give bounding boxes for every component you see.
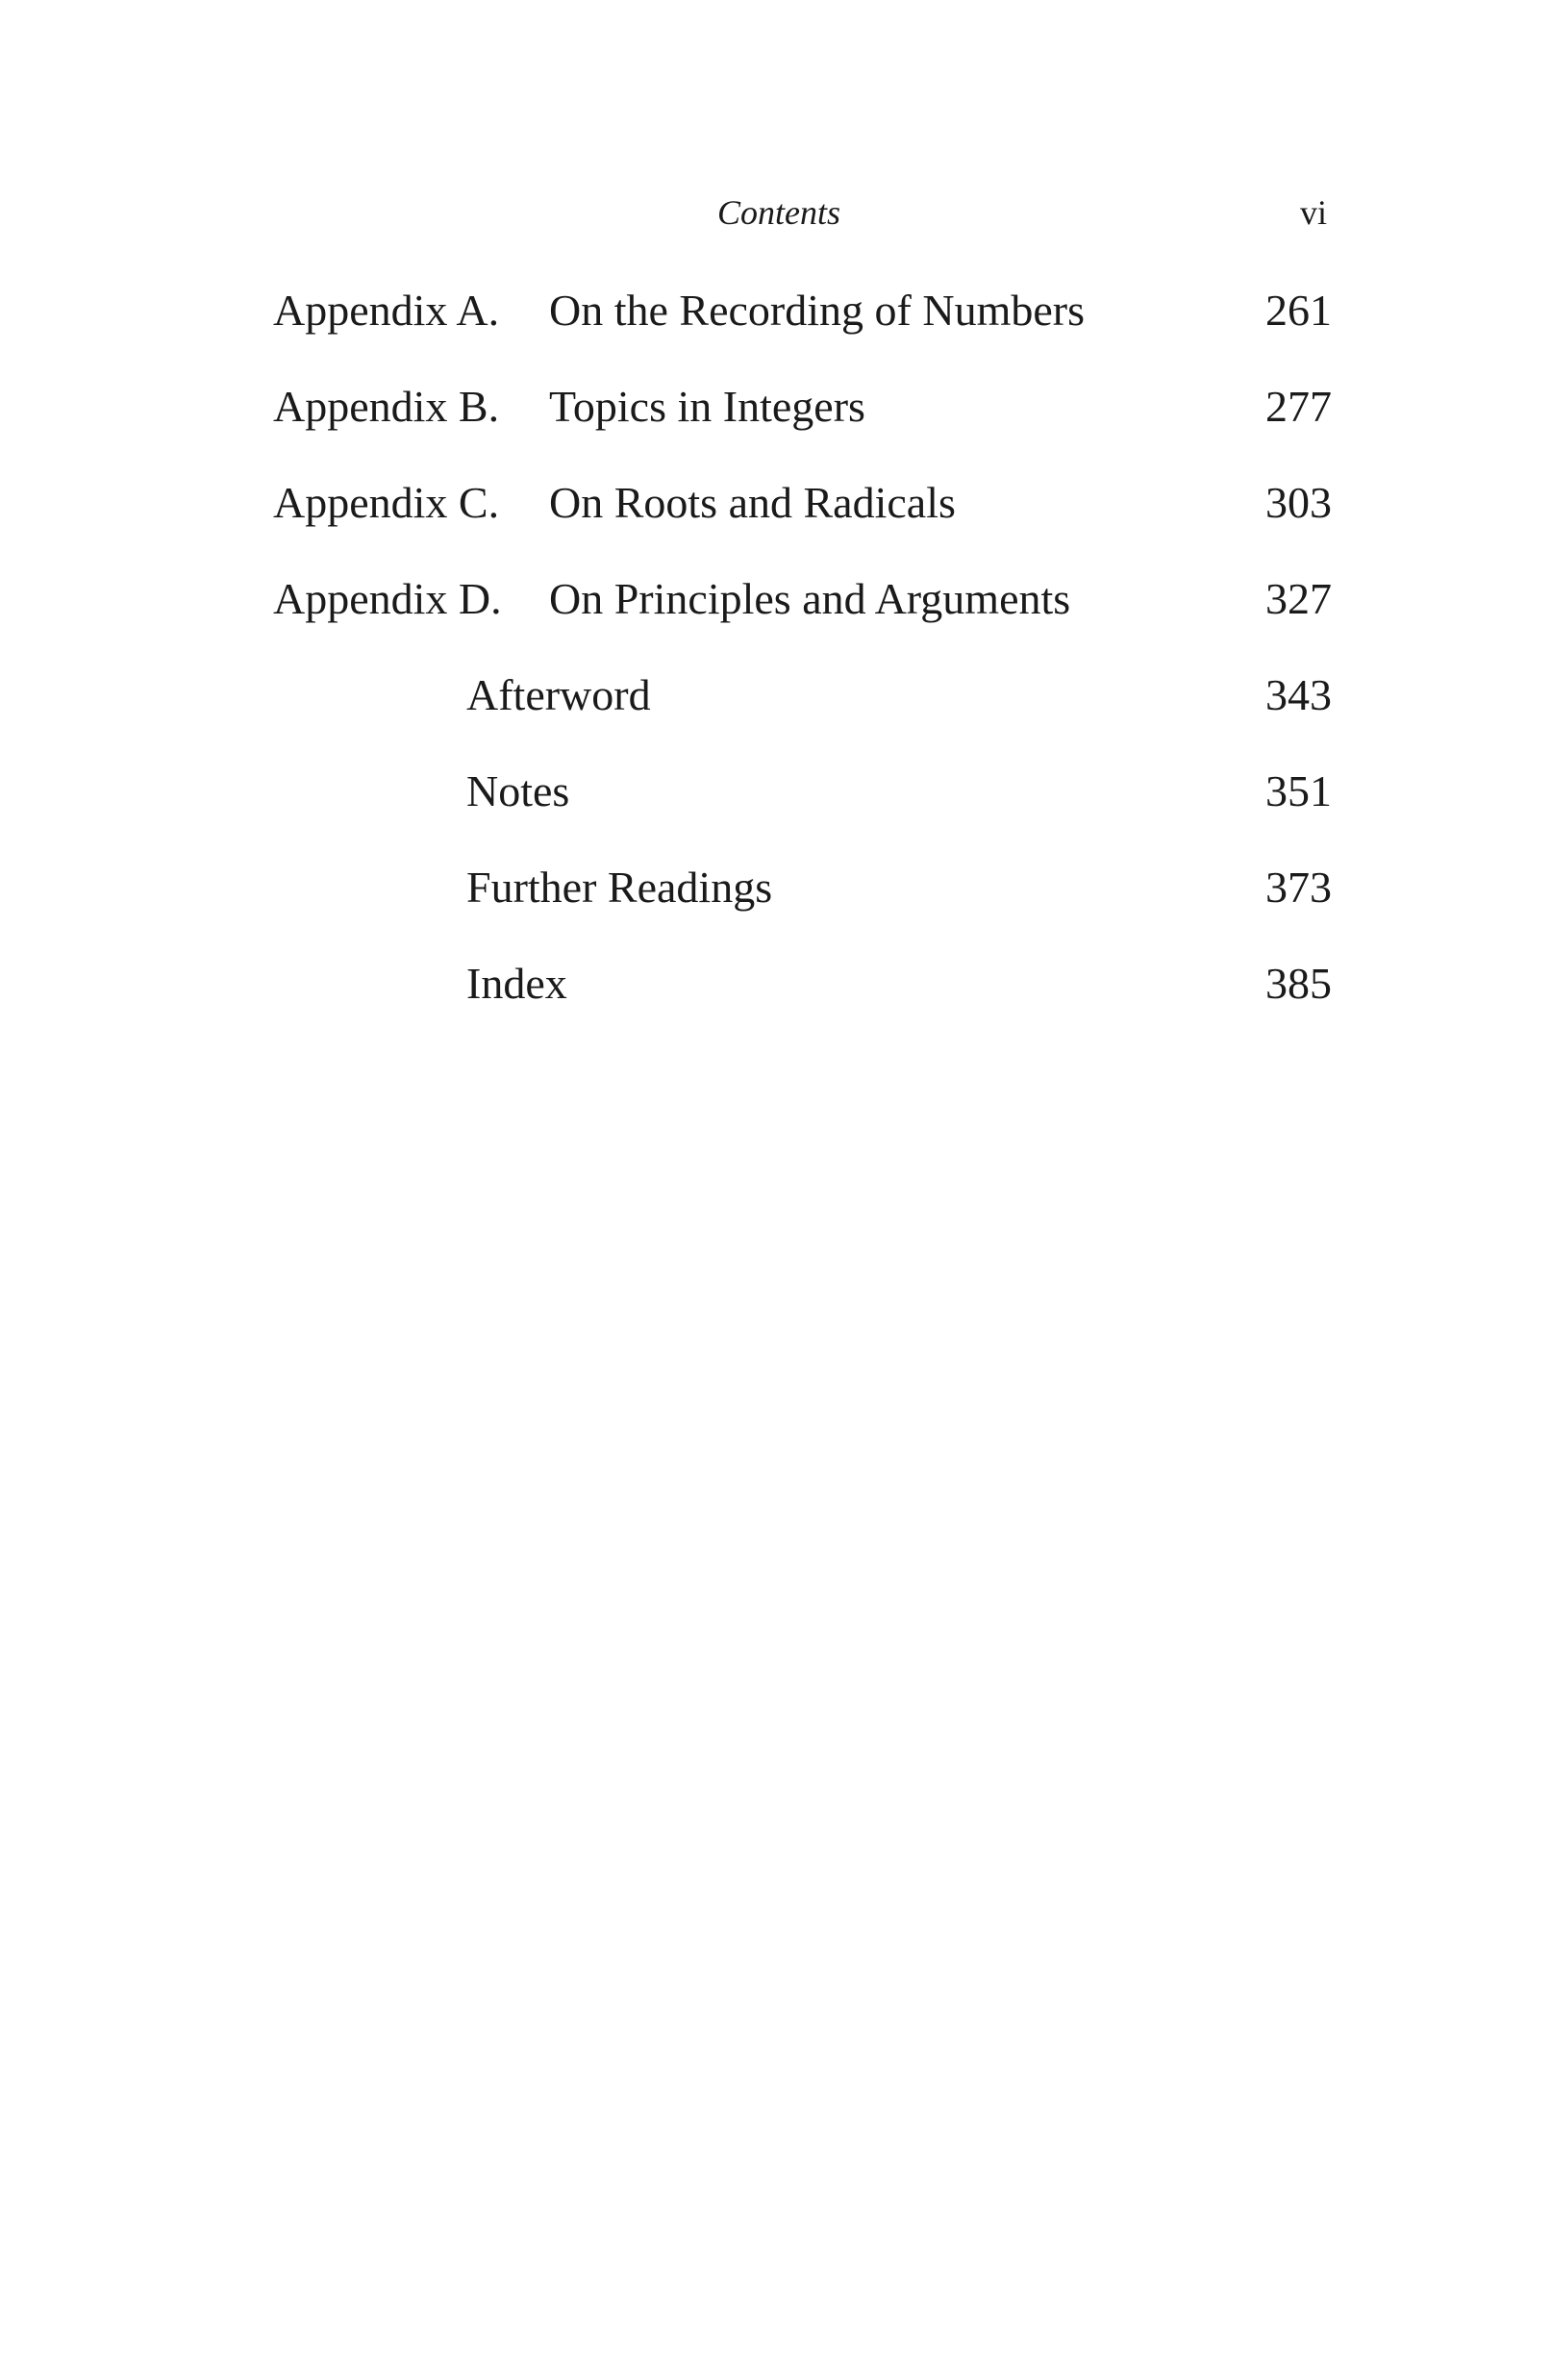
toc-entry-afterword[interactable]	[0, 664, 1551, 760]
page-number: vi	[1299, 193, 1327, 232]
toc-entry-label: Appendix C.	[273, 478, 500, 527]
toc-entry-page: 327	[1265, 574, 1332, 623]
toc-entry-page: 385	[1265, 959, 1332, 1008]
toc-entry-label: Appendix A.	[273, 286, 500, 335]
toc-entry-appendix-d[interactable]	[0, 567, 1551, 664]
toc-entry-title: On Roots and Radicals	[549, 478, 956, 527]
toc-entry-title: On Principles and Arguments	[549, 574, 1071, 623]
toc-entry-notes[interactable]	[0, 760, 1551, 856]
toc-entry-label: Appendix B.	[273, 382, 500, 431]
toc-entry-further-readings[interactable]	[0, 856, 1551, 952]
toc-entry-page: 303	[1265, 478, 1332, 527]
toc-entry-title: Index	[466, 959, 567, 1008]
toc-entry-appendix-a[interactable]	[0, 279, 1551, 375]
toc-entry-title: On the Recording of Numbers	[549, 286, 1085, 335]
toc-entry-page: 277	[1265, 382, 1332, 431]
toc-entry-page: 351	[1265, 766, 1332, 815]
toc-entry-index[interactable]	[0, 952, 1551, 1048]
toc-entry-appendix-b[interactable]	[0, 375, 1551, 471]
toc-entry-title: Topics in Integers	[549, 382, 865, 431]
toc-entry-appendix-c[interactable]	[0, 471, 1551, 567]
toc-entry-title: Further Readings	[466, 863, 773, 912]
toc-entry-title: Notes	[466, 766, 570, 815]
running-head	[0, 188, 1551, 237]
toc-entry-page: 261	[1265, 286, 1332, 335]
toc-entry-page: 373	[1265, 863, 1332, 912]
toc-entry-title: Afterword	[466, 670, 651, 719]
running-title: Contents	[716, 193, 840, 232]
toc-entry-page: 343	[1265, 670, 1332, 719]
table-of-contents	[0, 279, 1551, 1048]
toc-entry-label: Appendix D.	[273, 574, 502, 623]
